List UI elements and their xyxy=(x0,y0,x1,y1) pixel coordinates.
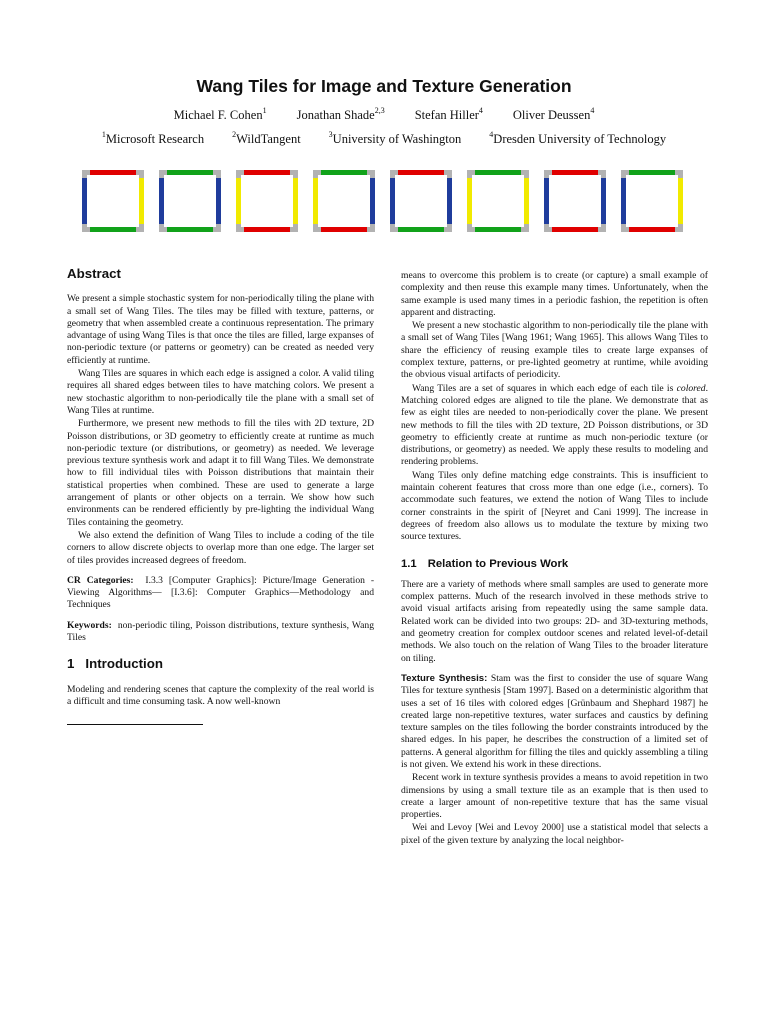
keywords: Keywords: non-periodic tiling, Poisson distributions, texture synthesis, Wang Tiles xyxy=(67,619,374,644)
tile-corner xyxy=(216,170,221,178)
tile-corner xyxy=(544,170,549,178)
tile-edge-right xyxy=(139,178,144,224)
tile-edge-top xyxy=(552,170,598,175)
tile-edge-bottom xyxy=(90,227,136,232)
tile-corner xyxy=(601,224,606,232)
tile-corner xyxy=(139,170,144,178)
tile-corner xyxy=(524,170,529,178)
tile-edge-left xyxy=(159,178,164,224)
tile-edge-right xyxy=(293,178,298,224)
tile-edge-top xyxy=(244,170,290,175)
tile-corner xyxy=(678,170,683,178)
affiliation-list xyxy=(0,132,768,147)
tile-corner xyxy=(601,170,606,178)
footnote-rule xyxy=(67,724,203,725)
abstract-paragraph: Wang Tiles are squares in which each edge is assigned a color. A valid tiling requires all shared edges between tiles to have matching colors. We present a new stochastic algorithm to non-periodically tile the plane with a small set of Wang Tiles at runtime. xyxy=(67,368,374,416)
tile-corner xyxy=(544,224,549,232)
body-paragraph: Wang Tiles only define matching edge constraints. This is insufficient to maintain coherent features that cross more than one edge (i.e., corners). To accommodate such features, we extend the notion of Wang Tiles to include corner constraints in the spirit of [Neyret and Cani 1999]. The increase in degrees of freedom also allows us to modulate the texture by mixing two source textures. xyxy=(401,469,708,543)
abstract-paragraph: Furthermore, we present new methods to fill the tiles with 2D texture, 2D Poisson distributions, or 3D geometry to efficiently create at runtime as much non-periodic texture (or distributions, or geometry) as needed. We leverage previous texture synthesis work and adapt it to fill Wang Tiles. We demonstrate how to fill individual tiles with Poisson distributions that maintain their statistical properties when combined. These are used to generate a large arrangement of plants or other objects on a terrain. We show how such environments can be rendered efficiently by pre-lighting the individual Wang Tiles containing the geometry. xyxy=(67,418,374,528)
tile-edge-left xyxy=(313,178,318,224)
section-heading: 1.1 Relation to Previous Work xyxy=(401,557,569,570)
body-paragraph: We present a new stochastic algorithm to non-periodically tile the plane with a small set of Wang Tiles [Wang 1961; Wang 1965]. This allows Wang Tiles to share the efficiency of reusing example tiles to create large expanses of complex texture, patterns, or pre-lighted geometry at runtime, while avoiding the obvious visual artifacts of periodicity. xyxy=(401,320,708,381)
author: Oliver Deussen$^4$ xyxy=(512,106,595,122)
tile-edge-left xyxy=(467,178,472,224)
author: Jonathan Shade$^{2,3}$ xyxy=(296,106,385,122)
tile-corner xyxy=(621,224,626,232)
tile-edge-top xyxy=(167,170,213,175)
tile-edge-left xyxy=(236,178,241,224)
tile-edge-right xyxy=(678,178,683,224)
author: Stefan Hiller$^4$ xyxy=(414,106,483,122)
tile-edge-bottom xyxy=(475,227,521,232)
tile-corner xyxy=(524,224,529,232)
tile-edge-top xyxy=(629,170,675,175)
tile-corner xyxy=(621,170,626,178)
tile-corner xyxy=(390,170,395,178)
tile-corner xyxy=(467,224,472,232)
body-paragraph: Recent work in texture synthesis provides a means to avoid repetition in two dimensions by using a small texture tile as an example that is then used to create a larger amount of non-repetitive texture that has the same visual properties. xyxy=(401,772,708,821)
affiliation: $^4$Dresden University of Technology xyxy=(489,130,667,146)
tile-edge-left xyxy=(544,178,549,224)
wang-tile xyxy=(236,170,298,232)
wang-tiles-figure xyxy=(82,170,702,232)
left-column xyxy=(67,268,374,725)
introduction-heading: 1 Introduction xyxy=(67,656,163,672)
tile-corner xyxy=(370,224,375,232)
body-paragraph: There are a variety of methods where small samples are used to generate more complex patterns. Much of the research involved in these methods strive to avoid visual artifacts arising from repeatedly using the same sample data. Related work can be divided into two groups: 2D- and 3D-texturing methods, and geometry creation for complex outdoor scenes and related level-of-detail methods. We also touch on the relation of Wang Tiles to the broader literature on tiling. xyxy=(401,578,708,664)
tile-edge-bottom xyxy=(167,227,213,232)
tile-corner xyxy=(139,224,144,232)
tile-edge-bottom xyxy=(552,227,598,232)
tile-corner xyxy=(678,224,683,232)
right-column xyxy=(401,270,708,847)
affiliation: $^3$University of Washington xyxy=(328,130,462,146)
wang-tile xyxy=(390,170,452,232)
abstract-paragraph: We present a simple stochastic system for non-periodically tiling the plane with a small set of Wang Tiles. The tiles may be filled with texture, patterns, or geometry that when assembled create a continuous representation. The primary advantage of using Wang Tiles is that once the tiles are filled, large expanses of non-periodic texture (or patterns or geometry) can be created as needed very efficiently at runtime. xyxy=(67,293,374,366)
affiliation: $^2$WildTangent xyxy=(232,130,301,146)
tile-corner xyxy=(447,170,452,178)
tile-edge-top xyxy=(398,170,444,175)
tile-corner xyxy=(467,170,472,178)
intro-paragraph: Modeling and rendering scenes that capture the complexity of the real world is a difficult and time consuming task. A now well-known xyxy=(67,683,374,707)
affiliation: $^1$Microsoft Research xyxy=(101,130,205,146)
wang-tile xyxy=(82,170,144,232)
abstract-paragraph: We also extend the definition of Wang Tiles to include a coding of the tile corners to allow discrete objects to overlap more than one edge. The larger set of tiles provides increased degrees of freedom. xyxy=(67,529,374,566)
tile-edge-right xyxy=(447,178,452,224)
tile-corner xyxy=(159,224,164,232)
wang-tile xyxy=(467,170,529,232)
tile-edge-top xyxy=(321,170,367,175)
tile-edge-bottom xyxy=(398,227,444,232)
wang-tile xyxy=(159,170,221,232)
tile-corner xyxy=(313,170,318,178)
wang-tile xyxy=(621,170,683,232)
tile-corner xyxy=(313,224,318,232)
tile-corner xyxy=(236,224,241,232)
tile-edge-left xyxy=(390,178,395,224)
tile-edge-left xyxy=(621,178,626,224)
body-paragraph: Wei and Levoy [Wei and Levoy 2000] use a statistical model that selects a pixel of the given texture by analyzing the local neighbor- xyxy=(401,822,708,846)
tile-edge-right xyxy=(524,178,529,224)
tile-edge-top xyxy=(475,170,521,175)
tile-corner xyxy=(293,224,298,232)
tile-edge-right xyxy=(370,178,375,224)
tile-edge-left xyxy=(82,178,87,224)
tile-edge-bottom xyxy=(629,227,675,232)
author-list xyxy=(0,108,768,123)
tile-edge-right xyxy=(601,178,606,224)
tile-corner xyxy=(390,224,395,232)
texture-synthesis-paragraph: Texture Synthesis: Stam was the first to consider the use of square Wang Tiles for texture synthesis [Stam 1997]. Based on a deterministic algorithm that uses a set of 16 tiles with colored edges [Grünbaum and Shephard 1987] he created large non-repetitive textures, water surfaces and caustics by defining texture samples on the tiles following the border constraints introduced by the shared edges. In his paper, he describes the construction of a limited set of patterns. A general algorithm for filling the tiles and quickly assembling a tiling is not given. We extend his work in these directions. xyxy=(401,672,708,770)
author: Michael F. Cohen$^1$ xyxy=(173,106,267,122)
tile-corner xyxy=(293,170,298,178)
wang-tile xyxy=(544,170,606,232)
tile-corner xyxy=(82,170,87,178)
abstract-heading: Abstract xyxy=(67,266,121,281)
tile-edge-right xyxy=(216,178,221,224)
tile-edge-bottom xyxy=(321,227,367,232)
tile-edge-top xyxy=(90,170,136,175)
wang-tile xyxy=(313,170,375,232)
tile-edge-bottom xyxy=(244,227,290,232)
cr-categories: CR Categories: I.3.3 [Computer Graphics]: Picture/Image Generation - Viewing Algorithms— [I.3.6]: Computer Graphics—Methodology and Techniques xyxy=(67,574,375,611)
tile-corner xyxy=(370,170,375,178)
body-paragraph: means to overcome this problem is to create (or capture) a small example of complexity and then reuse this example many times. Unfortunately, when the same example is used many times in a periodic fashion, the repetition is often apparent and distracting. xyxy=(401,270,708,318)
paper-title: Wang Tiles for Image and Texture Generation xyxy=(196,76,572,96)
tile-corner xyxy=(216,224,221,232)
tile-corner xyxy=(236,170,241,178)
tile-corner xyxy=(82,224,87,232)
tile-corner xyxy=(447,224,452,232)
tile-corner xyxy=(159,170,164,178)
body-paragraph: Wang Tiles are a set of squares in which each edge of each tile is colored. Matching colored edges are aligned to tile the plane. We demonstrate that as few as eight tiles are needed to non-periodically cover the plane. We present new methods to fill the tiles with 2D texture, 2D Poisson distributions, or 3D geometry to efficiently create at runtime as much non-periodic texture (or distributions, or geometry) as needed. We apply these results to modeling and rendering problems. xyxy=(401,382,708,468)
